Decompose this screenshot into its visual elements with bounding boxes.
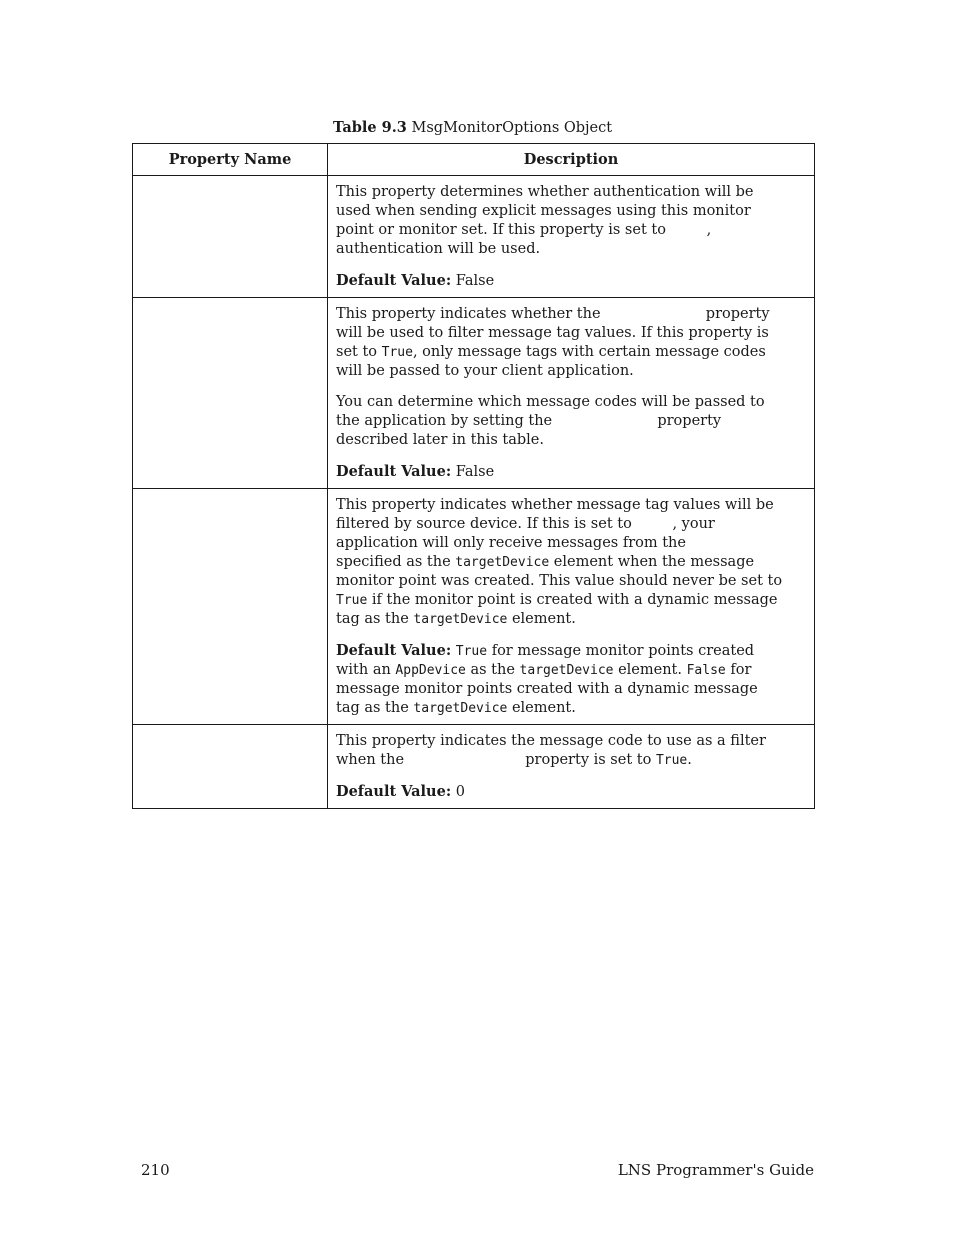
code-text: targetDevice — [519, 663, 614, 678]
code-text: targetDevice — [413, 612, 508, 627]
description-text: This property indicates whether message tag values will be filtered by source device. If this is set to — [336, 497, 774, 532]
default-value-label: Default Value: — [336, 463, 452, 480]
description-text: You can determine which message codes will be passed to the application by setting the — [336, 394, 765, 429]
code-text: AppDevice — [395, 663, 466, 678]
description-text: , your application will only receive messages from the — [336, 516, 715, 551]
description-text: , only message tags with certain message codes will be passed to your client application. — [336, 344, 766, 379]
description-text: . — [687, 752, 692, 768]
default-value-text: element. — [511, 700, 576, 716]
description-cell — [328, 176, 815, 298]
code-text: targetDevice — [413, 701, 508, 716]
default-value-text: element. — [618, 662, 682, 678]
page-number: 210 — [141, 1161, 170, 1179]
default-value — [336, 641, 784, 718]
table-caption — [132, 118, 813, 138]
properties-table — [132, 143, 815, 809]
description-text: element. — [511, 611, 576, 627]
description-cell — [328, 725, 815, 809]
default-value — [336, 271, 784, 291]
description-paragraph — [336, 732, 784, 770]
table-row — [133, 176, 815, 298]
description-cell — [328, 298, 815, 489]
default-value — [336, 462, 784, 482]
code-text: True — [381, 345, 413, 360]
code-text: True — [336, 593, 368, 608]
table-header-row — [133, 144, 815, 176]
header-description: Description — [328, 144, 815, 176]
default-value-label: Default Value: — [336, 783, 452, 800]
property-name-cell — [133, 298, 328, 489]
description-text: property will be used to filter message tag values. If this property is set to — [336, 306, 770, 360]
property-name-cell — [133, 489, 328, 725]
description-text: This property determines whether authentication will be used when sending explicit messages using this monitor point or monitor set. If this property is set to — [336, 184, 754, 238]
default-value-text: False — [455, 273, 495, 289]
description-text: element when the message monitor point was created. This value should never be set to — [336, 554, 783, 589]
property-name-cell — [133, 176, 328, 298]
book-title: LNS Programmer's Guide — [617, 1161, 814, 1179]
default-value-label: Default Value: — [336, 272, 452, 289]
description-paragraph — [336, 393, 784, 450]
description-paragraph — [336, 496, 784, 629]
code-text: False — [686, 663, 726, 678]
description-text: specified as the — [336, 554, 451, 570]
default-value-text: for message monitor points created with a dynamic message tag as the — [336, 662, 758, 716]
table-row — [133, 298, 815, 489]
code-text: targetDevice — [455, 555, 550, 570]
table-row — [133, 489, 815, 725]
description-text: , authentication will be used. — [336, 222, 712, 257]
description-text: property is set to — [525, 752, 652, 768]
description-text: if the monitor point is created with a dynamic message tag as the — [336, 592, 778, 627]
table-caption-label: Table 9.3 — [332, 119, 407, 136]
description-cell — [328, 489, 815, 725]
code-text: True — [655, 753, 688, 768]
default-value-text: 0 — [455, 784, 466, 800]
property-name-cell — [133, 725, 328, 809]
default-value-text: for message monitor points created with an — [336, 643, 755, 678]
default-value-label: Default Value: — [336, 642, 452, 659]
code-text: True — [455, 644, 488, 659]
description-paragraph — [336, 305, 784, 381]
default-value — [336, 782, 784, 802]
description-paragraph — [336, 183, 784, 259]
header-property-name: Property Name — [133, 144, 328, 176]
description-text: This property indicates the message code to use as a filter when the — [336, 733, 766, 768]
default-value-text: as the — [470, 662, 515, 678]
table-row — [133, 725, 815, 809]
description-text: This property indicates whether the — [336, 306, 601, 322]
table-caption-title: MsgMonitorOptions Object — [411, 120, 613, 136]
default-value-text: False — [455, 464, 495, 480]
description-text: property described later in this table. — [336, 413, 722, 448]
